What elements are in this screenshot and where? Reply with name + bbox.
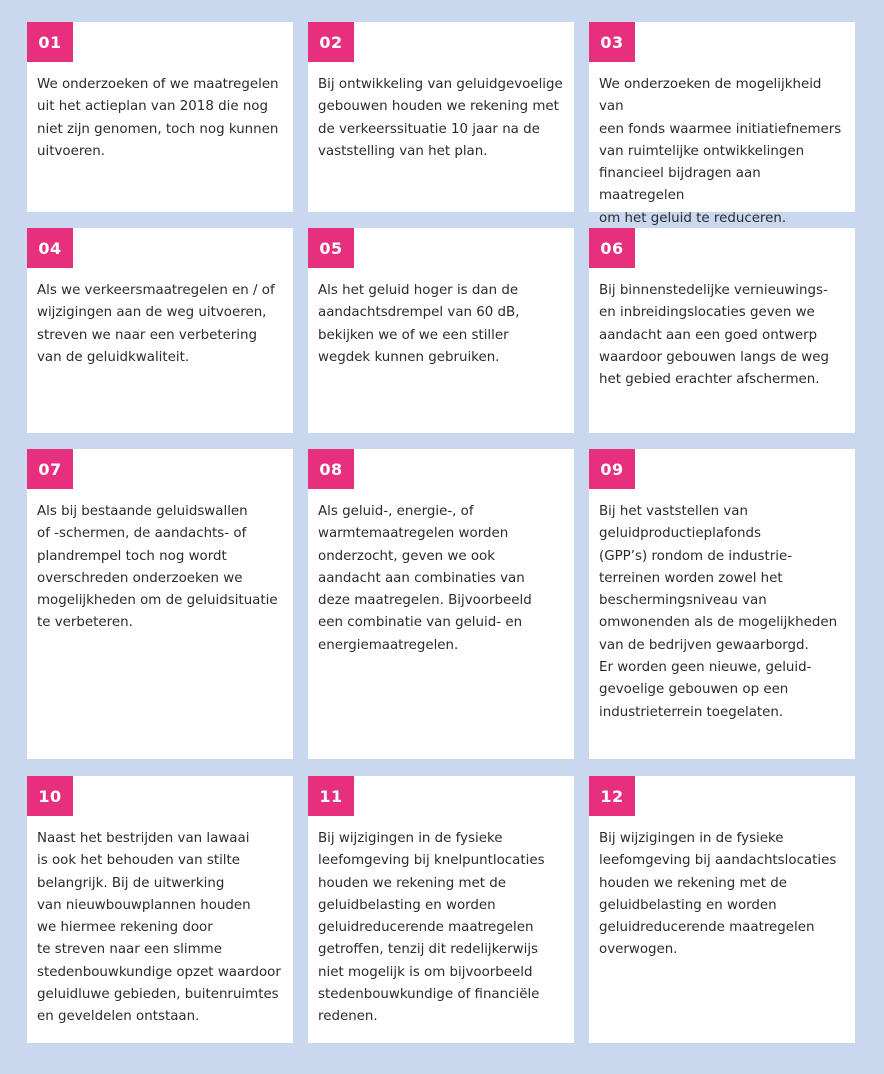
card-number-badge: 01 bbox=[27, 22, 73, 62]
card-number-badge: 05 bbox=[308, 228, 354, 268]
card-text: We onderzoeken de mogelijkheid van een fonds waarmee initiatiefnemers van ruimtelijke ontwikkelingen financieel bijdragen aan maatregelen om het geluid te reduceren. bbox=[599, 77, 842, 226]
card-text: Als geluid-, energie-, of warmtemaatregelen worden onderzocht, geven we ook aandacht aan combinaties van deze maatregelen. Bijvoorbeeld een combinatie van geluid- en energiemaatregelen. bbox=[318, 504, 532, 653]
card-text: Bij wijzigingen in de fysieke leefomgeving bij aandachtslocaties houden we rekening met de geluidbelasting en worden geluidreducerende maatregelen overwogen. bbox=[599, 831, 837, 958]
measure-card-08 bbox=[308, 449, 574, 759]
measure-card-12 bbox=[589, 776, 855, 1043]
measure-card-06 bbox=[589, 228, 855, 433]
card-text: Als bij bestaande geluidswallen of -schermen, de aandachts- of plandrempel toch nog wordt overschreden onderzoeken we mogelijkheden om de geluidsituatie te verbeteren. bbox=[37, 504, 278, 631]
card-text: Bij het vaststellen van geluidproductieplafonds (GPP’s) rondom de industrie- terreinen worden zowel het beschermingsniveau van omwonenden als de mogelijkheden van de bedrijven gewaarborgd. Er worden geen nieuwe, geluid- gevoelige gebouwen op een industrieterrein toegelaten. bbox=[599, 504, 838, 720]
card-text: Bij wijzigingen in de fysieke leefomgeving bij knelpuntlocaties houden we rekening met de geluidbelasting en worden geluidreducerende maatregelen getroffen, tenzij dit redelijkerwijs niet mogelijk is om bijvoorbeeld stedenbouwkundige of financiële redenen. bbox=[318, 831, 545, 1025]
measure-card-07 bbox=[27, 449, 293, 759]
card-number-badge: 02 bbox=[308, 22, 354, 62]
measure-card-05 bbox=[308, 228, 574, 433]
measure-card-03 bbox=[589, 22, 855, 226]
card-number-badge: 04 bbox=[27, 228, 73, 268]
card-number-badge: 06 bbox=[589, 228, 635, 268]
measure-card-10 bbox=[27, 776, 293, 1043]
measure-card-11 bbox=[308, 776, 574, 1043]
card-number-badge: 07 bbox=[27, 449, 73, 489]
card-number-badge: 08 bbox=[308, 449, 354, 489]
card-number-badge: 03 bbox=[589, 22, 635, 62]
card-text: Als we verkeersmaatregelen en / of wijzigingen aan de weg uitvoeren, streven we naar een verbetering van de geluidkwaliteit. bbox=[37, 283, 275, 365]
card-number-badge: 11 bbox=[308, 776, 354, 816]
card-text: Als het geluid hoger is dan de aandachtsdrempel van 60 dB, bekijken we of we een stiller wegdek kunnen gebruiken. bbox=[318, 283, 520, 365]
card-text: We onderzoeken of we maatregelen uit het actieplan van 2018 die nog niet zijn genomen, toch nog kunnen uitvoeren. bbox=[37, 77, 279, 159]
measure-card-04 bbox=[27, 228, 293, 433]
card-number-badge: 12 bbox=[589, 776, 635, 816]
card-text: Bij ontwikkeling van geluidgevoelige gebouwen houden we rekening met de verkeerssituatie 10 jaar na de vaststelling van het plan. bbox=[318, 77, 563, 159]
card-number-badge: 10 bbox=[27, 776, 73, 816]
card-text: Naast het bestrijden van lawaai is ook het behouden van stilte belangrijk. Bij de uitwerking van nieuwbouwplannen houden we hiermee rekening door te streven naar een slimme stedenbouwkundige opzet waardoor geluidluwe gebieden, buitenruimtes en geveldelen ontstaan. bbox=[37, 831, 281, 1025]
measure-card-01 bbox=[27, 22, 293, 212]
measure-card-02 bbox=[308, 22, 574, 212]
card-number-badge: 09 bbox=[589, 449, 635, 489]
measure-card-09 bbox=[589, 449, 855, 759]
card-text: Bij binnenstedelijke vernieuwings- en inbreidingslocaties geven we aandacht aan een goed ontwerp waardoor gebouwen langs de weg het gebied erachter afschermen. bbox=[599, 283, 829, 388]
